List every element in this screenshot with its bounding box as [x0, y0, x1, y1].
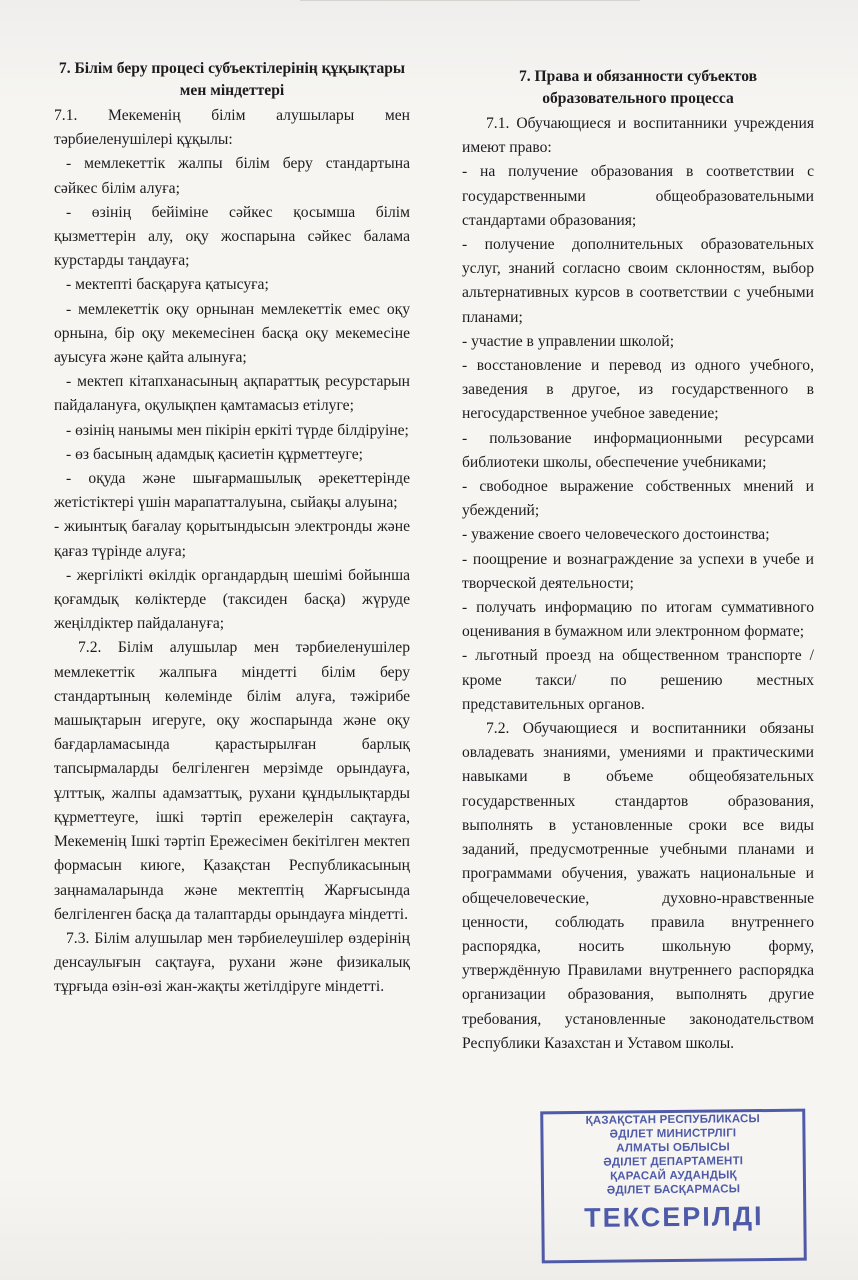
kazakh-right-item: - мектеп кітапханасының ақпараттық ресурстарын пайдалануға, оқулықпен қамтамасыз етілуге; [54, 373, 410, 415]
kazakh-right-item: - жиынтық бағалау қорытындысын электронды және қағаз түрінде алуға; [54, 518, 410, 560]
russian-right-item: - участие в управлении школой; [462, 332, 675, 350]
stamp-verdict: ТЕКСЕРІЛДІ [584, 1201, 764, 1233]
russian-right-item: - получать информацию по итогам суммативного оценивания в бумажном или электронном формате; [462, 599, 814, 641]
russian-right-item: - льготный проезд на общественном транспорте /кроме такси/ по решению местных представительных органов. [462, 647, 814, 713]
russian-right-item: - уважение своего человеческого достоинства; [462, 526, 770, 544]
kazakh-paragraph-7-1: 7.1. Мекеменің білім алушылары мен тәрбиеленушілері құқылы: [54, 107, 410, 149]
russian-right-item: - пользование информационными ресурсами библиотеки школы, обеспечение учебниками; [462, 429, 814, 471]
stamp-line: ҚАЗАҚСТАН РЕСПУБЛИКАСЫ [585, 1113, 761, 1127]
russian-paragraph-7-1: 7.1. Обучающиеся и воспитанники учреждения имеют право: [462, 115, 814, 157]
kazakh-right-item: - мемлекеттік оқу орнынан мемлекеттік емес оқу орнына, бір оқу мекемесінен басқа оқу мекемесіне ауысуға және қайта алынуға; [54, 300, 410, 367]
kazakh-right-item: - өз басының адамдық қасиетін құрметтеуге; [66, 445, 363, 463]
stamp-line: ӘДІЛЕТ МИНИСТРЛІГІ [609, 1127, 737, 1141]
russian-section-heading: 7. Права и обязанности субъектов образовательного процесса [518, 68, 758, 107]
kazakh-right-item: - мектепті басқаруға қатысуға; [66, 276, 269, 294]
kazakh-right-item: - өзінің бейіміне сәйкес қосымша білім қызметтерін алу, оқу жоспарына сәйкес балама курстарды таңдауға; [54, 203, 410, 270]
stamp-line: ӘДІЛЕТ ДЕПАРТАМЕНТІ [603, 1155, 744, 1169]
kazakh-right-item: - өзінің нанымы мен пікірін еркіті түрде білдіруіне; [66, 421, 409, 439]
russian-paragraph-7-2: 7.2. Обучающиеся и воспитанники обязаны овладевать знаниями, умениями и практическими навыками в объеме общеобязательных государственных стандартов образования, выполнять в установленные сроки все виды заданий, предусмотренные учебными планами и программами обучения, уважать национальные и общечеловеческие, духовно-нравственные ценности, соблюдать правила внутреннего распорядка, носить школьную форму, утверждённую Правилами внутреннего распорядка организации образования, выполнять другие требования, установленные законодательством Республики Казахстан и Уставом школы. [462, 720, 814, 1052]
russian-right-item: - получение дополнительных образовательных услуг, знаний согласно своим склонностям, выбор альтернативных курсов в соответствии с учебными планами; [462, 236, 814, 326]
russian-right-item: - поощрение и вознаграждение за успехи в учебе и творческой деятельности; [462, 550, 814, 592]
kazakh-right-item: - оқуда және шығармашылық әрекеттерінде жетістіктері үшін марапатталуына, сыйақы алуына; [54, 470, 410, 512]
kazakh-right-item: - жергілікті өкілдік органдардың шешімі бойынша қоғамдық көліктерде (таксиден басқа) жүруде жеңілдіктер пайдалануға; [54, 566, 410, 633]
kazakh-right-item: - мемлекеттік жалпы білім беру стандартына сәйкес білім алуға; [54, 155, 410, 197]
russian-right-item: - на получение образования в соответствии с государственными общеобразовательными стандартами образования; [462, 163, 814, 229]
page-top-edge [300, 0, 640, 7]
stamp-line: ӘДІЛЕТ БАСҚАРМАСЫ [606, 1183, 741, 1197]
russian-column [462, 66, 814, 1056]
russian-right-item: - восстановление и перевод из одного учебного, заведения в другое, из государственного в негосударственное учебное заведение; [462, 357, 814, 423]
russian-right-item: - свободное выражение собственных мнений и убеждений; [462, 478, 814, 520]
verification-stamp [540, 1109, 807, 1264]
stamp-line: ҚАРАСАЙ АУДАНДЫҚ [609, 1169, 737, 1183]
stamp-line: АЛМАТЫ ОБЛЫСЫ [616, 1141, 731, 1155]
kazakh-column [54, 58, 410, 1000]
kazakh-paragraph-7-3: 7.3. Білім алушылар мен тәрбиелеушілер өздерінің денсаулығын сақтауға, рухани және физикалық тұрғыда өзін-өзі жан-жақты жетілдіруге міндетті. [54, 929, 410, 996]
kazakh-section-heading: 7. Білім беру процесі субъектілерінің құқықтары мен міндеттері [58, 60, 406, 99]
kazakh-paragraph-7-2: 7.2. Білім алушылар мен тәрбиеленушілер мемлекеттік жалпыға міндетті білім беру стандартының көлемінде білім алуға, тәжірибе машықтарын игеруге, оқу жоспарында және оқу бағдарламасында қарастырылған барлық тапсырмаларды белгіленген мерзімде орындауға, ұлттық, жалпы адамзаттық, рухани құндылықтарды құрметтеуге, ішкі тәртіп ережелерін сақтауға, Мекеменің Ішкі тәртіп Ережесімен бекітілген мектеп формасын киюге, Қазақстан Республикасының заңнамаларында және мектептің Жарғысында белгіленген басқа да талаптарды орындауға міндетті. [54, 639, 410, 923]
